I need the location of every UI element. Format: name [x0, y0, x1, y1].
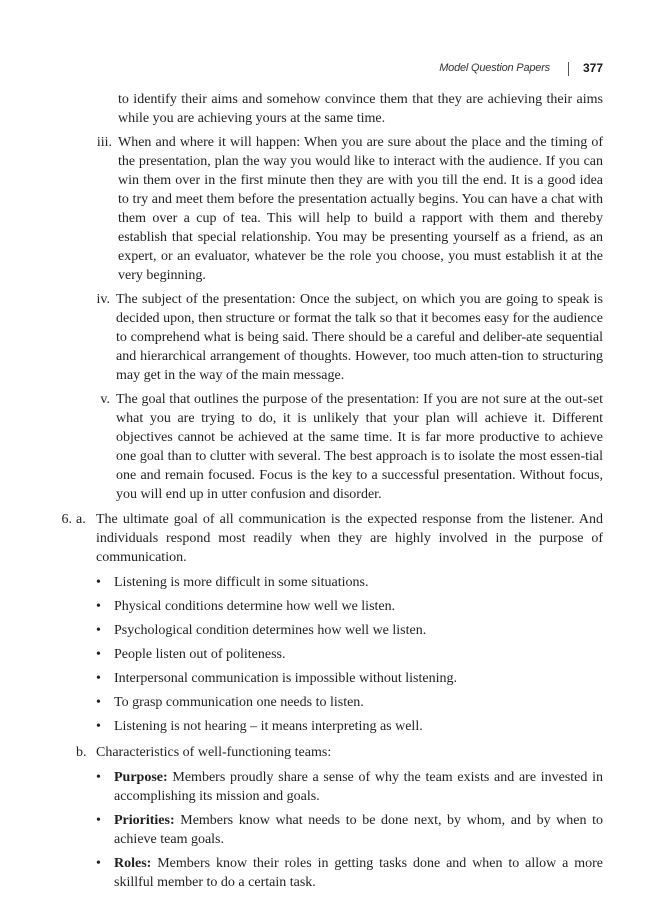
bullet-icon: •: [96, 575, 101, 590]
page-number: 377: [582, 61, 603, 75]
term-definition: Members know their roles in getting tasks done and when to allow a more skillful member to do a certain task.: [114, 856, 604, 890]
list-item: [96, 573, 603, 592]
running-header: [439, 59, 603, 78]
list-item: [96, 645, 603, 664]
list-item: [96, 717, 603, 736]
bullet-icon: •: [96, 695, 101, 710]
part-b-text: Characteristics of well-functioning teams:: [96, 745, 332, 760]
list-item: [96, 768, 604, 806]
roman-numeral: v.: [100, 392, 110, 407]
list-item-text: People listen out of politeness.: [114, 647, 286, 662]
term-definition: Members proudly share a sense of why the team exists and are invested in accomplishing its mission and goals.: [114, 770, 604, 804]
list-item-text: To grasp communication one needs to listen.: [114, 695, 364, 710]
list-item-text: Psychological condition determines how well we listen.: [114, 623, 427, 638]
bullet-icon: •: [96, 647, 101, 662]
question-number: 6.: [61, 512, 72, 527]
list-item: [96, 597, 603, 616]
bullet-icon: •: [96, 813, 101, 828]
bullet-icon: •: [96, 623, 101, 638]
list-item: [96, 693, 603, 712]
roman-item-iii: [96, 133, 603, 285]
list-item-text: Interpersonal communication is impossible without listening.: [114, 671, 457, 686]
part-b-bullet-list: [0, 768, 661, 892]
roman-item-v: [100, 390, 603, 504]
term-label: Purpose:: [114, 770, 168, 785]
roman-numeral: iii.: [96, 135, 112, 150]
list-item: [96, 811, 603, 849]
list-item-text: Physical conditions determine how well we listen.: [114, 599, 396, 614]
bullet-icon: •: [96, 599, 101, 614]
header-divider: [568, 62, 569, 76]
list-item: [96, 621, 603, 640]
list-item: [96, 669, 603, 688]
question-6-part-a: [61, 510, 603, 567]
term-label: Roles:: [114, 856, 152, 871]
term-definition: Members know what needs to be done next, by whom, and by when to achieve team goals.: [114, 813, 603, 847]
part-label: b.: [76, 745, 87, 760]
list-item-text: Listening is not hearing – it means interpreting as well.: [114, 719, 423, 734]
part-a-bullet-list: [0, 573, 661, 736]
page-body: [0, 90, 661, 892]
bullet-icon: •: [96, 719, 101, 734]
bullet-icon: •: [96, 770, 101, 785]
running-title: Model Question Papers: [439, 62, 550, 74]
bullet-icon: •: [96, 856, 101, 871]
part-label: a.: [76, 512, 86, 527]
roman-item-text: The goal that outlines the purpose of the presentation: If you are not sure at the out-set what you are trying to do, it is unlikely that your plan will achieve it. Different objectives cannot be achieved at the same time. It is far more productive to achieve one goal than to clutter with several. The best approach is to isolate the most essen-tial one and remain focused. Focus is the key to a successful presentation. Without focus, you will end up in utter confusion and disorder.: [116, 392, 603, 502]
list-item: [96, 854, 604, 892]
continuation-paragraph: to identify their aims and somehow convince them that they are achieving their aims while you are achieving yours at the same time.: [118, 92, 603, 126]
list-item-text: Listening is more difficult in some situations.: [114, 575, 369, 590]
bullet-icon: •: [96, 671, 101, 686]
part-a-text: The ultimate goal of all communication is the expected response from the listener. And individuals respond most readily when they are highly involved in the purpose of communication.: [96, 512, 603, 565]
roman-item-text: The subject of the presentation: Once the subject, on which you are going to speak is decided upon, then structure or format the talk so that it becomes easy for the audience to comprehend what is being said. There should be a careful and deliber-ate sequential and hierarchical arrangement of thoughts. However, too much atten-tion to structuring may get in the way of the main message.: [116, 292, 603, 383]
roman-item-iv: [96, 290, 603, 385]
term-label: Priorities:: [114, 813, 175, 828]
question-6-part-b: [76, 743, 603, 762]
roman-numeral: iv.: [96, 292, 110, 307]
roman-item-text: When and where it will happen: When you are sure about the place and the timing of the presentation, plan the way you would like to interact with the audience. If you can win them over in the first minute then they are with you till the end. It is a good idea to try and meet them before the presentation actually begins. You can have a chat with them over a cup of tea. This will help to build a rapport with them and thereby establish that special relationship. You may be presenting yourself as a friend, as an expert, or an evaluator, whatever be the role you choose, you must establish it at the very beginning.: [118, 135, 603, 283]
